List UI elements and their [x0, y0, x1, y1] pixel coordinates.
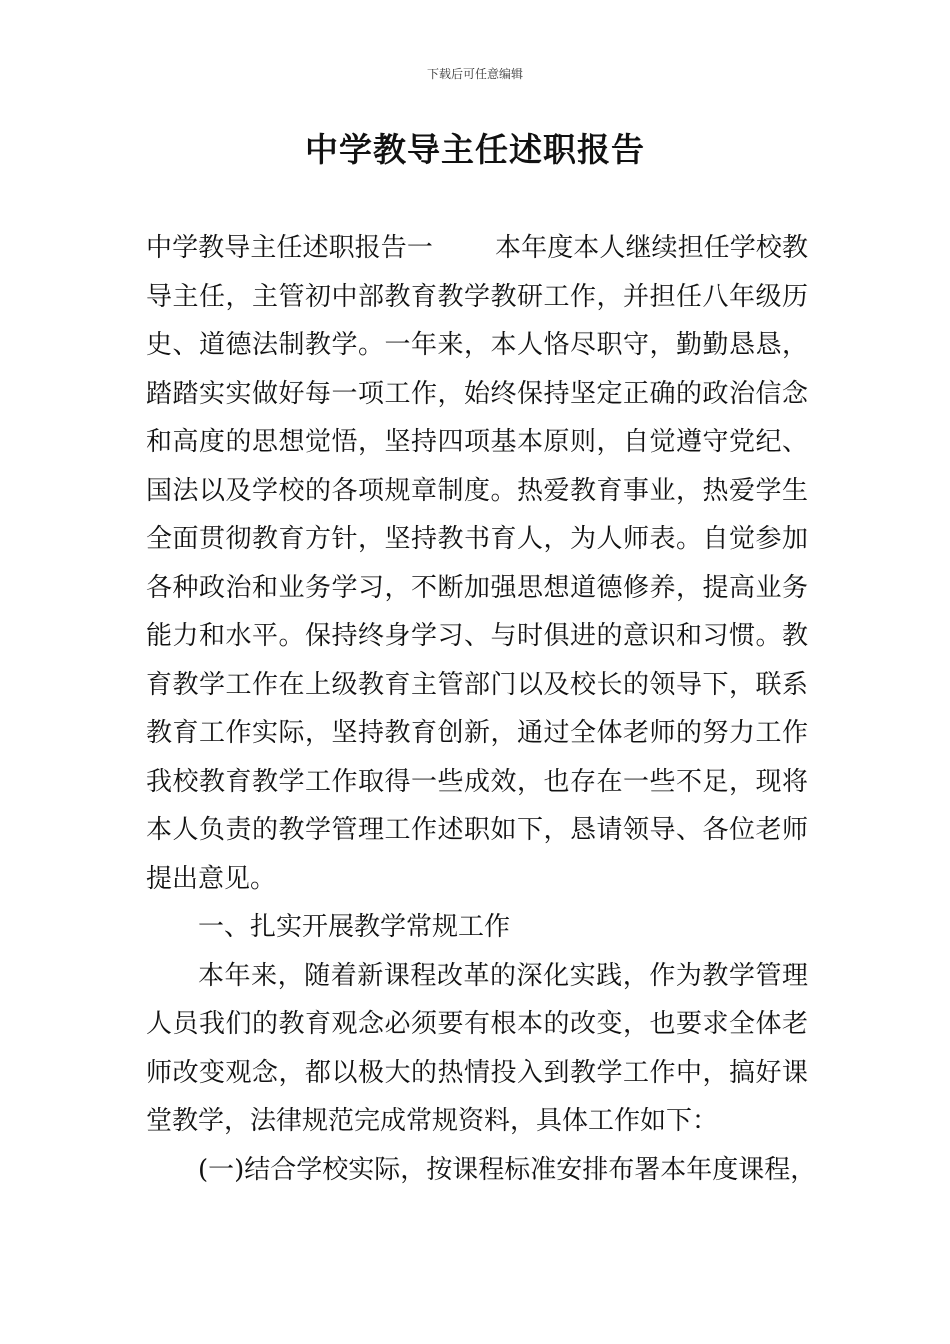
header-note: 下载后可任意编辑: [426, 67, 523, 81]
paragraph-1-line-7: 全面贯彻教育方针，坚持教书育人，为人师表。自觉参加: [146, 524, 808, 554]
document-title: 中学教导主任述职报告: [305, 130, 645, 169]
paragraph-1-text: 本年度本人继续担任学校教: [494, 233, 808, 263]
paragraph-1-line-9: 能力和水平。保持终身学习、与时俱进的意识和习惯。教: [146, 621, 808, 651]
paragraph-3-line-1: (一)结合学校实际，按课程标准安排布署本年度课程，: [198, 1154, 817, 1185]
paragraph-1-line-5: 和高度的思想觉悟，坚持四项基本原则，自觉遵守党纪、: [146, 427, 808, 457]
paragraph-1-line-13: 本人负责的教学管理工作述职如下，恳请领导、各位老师: [146, 815, 808, 845]
paragraph-1-line-3: 史、道德法制教学。一年来，本人恪尽职守，勤勤恳恳，: [146, 330, 808, 360]
paragraph-1-line-4: 踏踏实实做好每一项工作，始终保持坚定正确的政治信念: [146, 378, 808, 409]
report-heading: 中学教导主任述职报告一: [146, 233, 433, 263]
paragraph-1-line-6: 国法以及学校的各项规章制度。热爱教育事业，热爱学生: [146, 475, 808, 506]
paragraph-2-line-4: 堂教学，法律规范完成常规资料，具体工作如下：: [146, 1106, 719, 1136]
paragraph-2-line-1: 本年来，随着新课程改革的深化实践，作为教学管理: [198, 960, 808, 991]
paragraph-1-line-12: 我校教育教学工作取得一些成效，也存在一些不足，现将: [146, 766, 808, 797]
paragraph-1-line-2: 导主任，主管初中部教育教学教研工作，并担任八年级历: [146, 281, 808, 312]
document-body: [146, 224, 817, 1194]
paragraph-2-line-2: 人员我们的教育观念必须要有根本的改变，也要求全体老: [146, 1009, 808, 1039]
paragraph-1-line-14: 提出意见。: [146, 863, 277, 894]
section-1-heading: 一、扎实开展教学常规工作: [198, 912, 511, 942]
paragraph-2-line-3: 师改变观念，都以极大的热情投入到教学工作中，搞好课: [146, 1057, 808, 1088]
paragraph-1-line-10: 育教学工作在上级教育主管部门以及校长的领导下，联系: [146, 669, 808, 700]
paragraph-1-line-8: 各种政治和业务学习，不断加强思想道德修养，提高业务: [146, 572, 808, 603]
paragraph-1-line-11: 教育工作实际，坚持教育创新，通过全体老师的努力工作: [146, 718, 808, 748]
paragraph-1-line-1: [146, 224, 808, 273]
